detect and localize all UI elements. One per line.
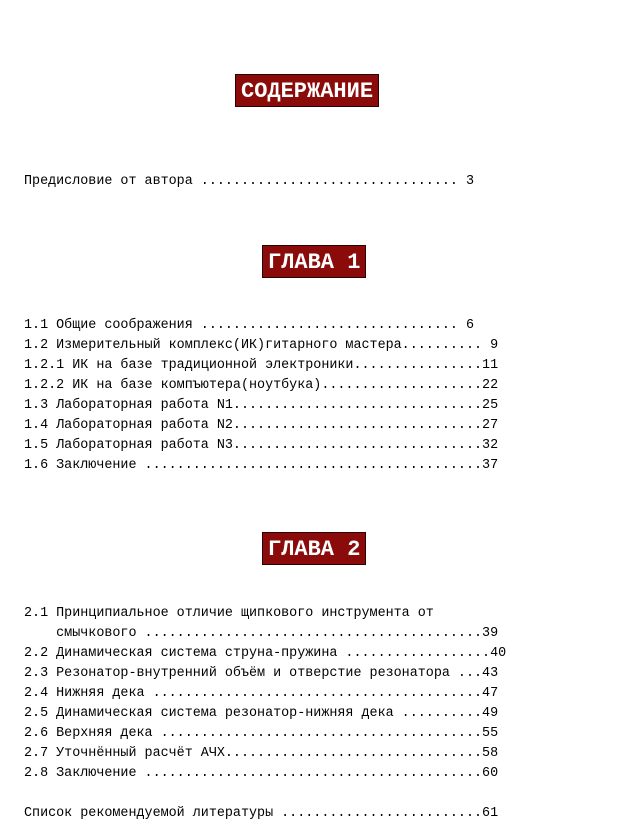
chapter-1-heading: ГЛАВА 1: [262, 245, 366, 278]
toc-entry-2-7[interactable]: 2.7 Уточнённый расчёт АЧХ................................58: [24, 746, 499, 761]
toc-entry-references[interactable]: Список рекомендуемой литературы .........................61: [24, 806, 499, 821]
toc-entry-2-1-cont[interactable]: смычкового ..........................................39: [24, 626, 499, 641]
toc-entry-preface[interactable]: Предисловие от автора ................................ 3: [24, 174, 474, 189]
chapter-2-heading: ГЛАВА 2: [262, 532, 366, 565]
toc-entry-1-3[interactable]: 1.3 Лабораторная работа N1...............................25: [24, 398, 499, 413]
toc-entry-1-4[interactable]: 1.4 Лабораторная работа N2...............................27: [24, 418, 499, 433]
toc-entry-1-2[interactable]: 1.2 Измерительный комплекс(ИК)гитарного мастера.......... 9: [24, 338, 499, 353]
toc-entry-1-2-1[interactable]: 1.2.1 ИК на базе традиционной электроники................11: [24, 358, 499, 373]
toc-entry-1-1[interactable]: 1.1 Общие соображения ................................ 6: [24, 318, 474, 333]
toc-entry-1-5[interactable]: 1.5 Лабораторная работа N3...............................32: [24, 438, 499, 453]
toc-entry-2-5[interactable]: 2.5 Динамическая система резонатор-нижняя дека ..........49: [24, 706, 499, 721]
toc-entry-2-3[interactable]: 2.3 Резонатор-внутренний объём и отверстие резонатора ...43: [24, 666, 499, 681]
toc-entry-1-2-2[interactable]: 1.2.2 ИК на базе компъютера(ноутбука)....................22: [24, 378, 499, 393]
toc-title: СОДЕРЖАНИЕ: [235, 74, 379, 107]
toc-entry-2-8[interactable]: 2.8 Заключение ..........................................60: [24, 766, 499, 781]
toc-entry-2-4[interactable]: 2.4 Нижняя дека .........................................47: [24, 686, 499, 701]
toc-entry-1-6[interactable]: 1.6 Заключение ..........................................37: [24, 458, 499, 473]
toc-entry-2-6[interactable]: 2.6 Верхняя дека ........................................55: [24, 726, 499, 741]
toc-entry-2-1[interactable]: 2.1 Принципиальное отличие щипкового инструмента от: [24, 606, 434, 621]
toc-entry-2-2[interactable]: 2.2 Динамическая система струна-пружина ..................40: [24, 646, 507, 661]
